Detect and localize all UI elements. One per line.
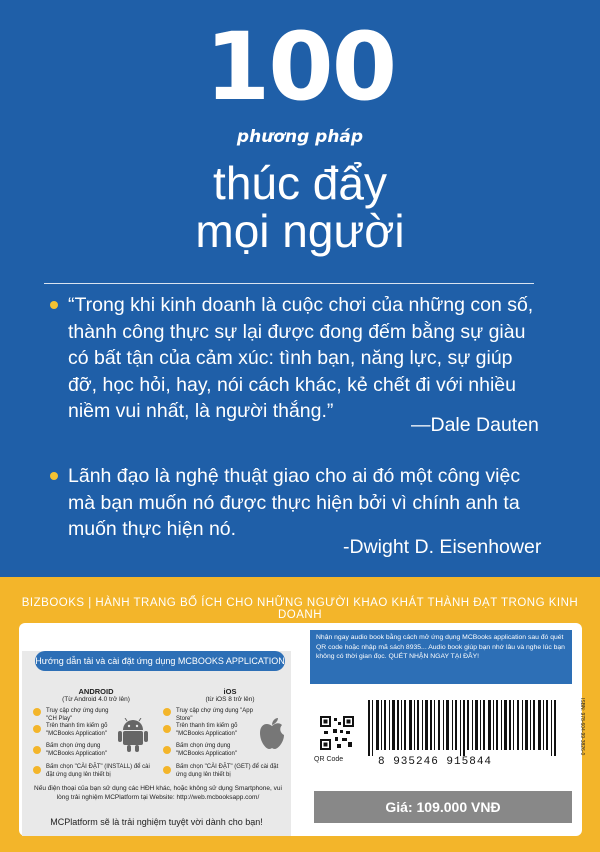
ios-step: Bấm chọn "CÀI ĐẶT" (GET) để cài đặt ứng dụng lên thiết bị (176, 764, 279, 778)
guide-heading: Hướng dẫn tải và cài đặt ứng dụng MCBOOKS APPLICATION (35, 651, 285, 671)
step-number (163, 708, 171, 716)
android-step: Trên thanh tìm kiếm gõ "MCBooks Application" (46, 723, 108, 737)
cover-title-line1: thúc đẩy (213, 157, 387, 209)
barcode-icon (368, 700, 558, 756)
apple-icon (258, 716, 286, 750)
tagline: BIZBOOKS | HÀNH TRANG BỔ ÍCH CHO NHỮNG NGƯỜI KHAO KHÁT THÀNH ĐẠT TRONG KINH DOANH (21, 597, 579, 621)
android-title: ANDROID (78, 687, 114, 696)
mcplatform-note: MCPlatform sẽ là trải nghiệm tuyệt vời dành cho bạn! (50, 817, 263, 827)
divider (44, 283, 534, 284)
promo-box: Nhận ngay audio book bằng cách mở ứng dụng MCBooks application sau đó quét QR code hoặc nhập mã sách 8935... Audio book giúp bạn nhớ lâu và nghe lúc bạn không có thời gian đọc. QUÉT NHẬN NGAY TẠI ĐÂY! (310, 630, 572, 684)
ios-step: Trên thanh tìm kiếm gõ "MCBooks Application" (176, 723, 238, 737)
qr-code-icon (320, 716, 354, 750)
barcode-digits: 8 935246 915844 (378, 756, 493, 768)
step-number (33, 746, 41, 754)
android-subtitle: (Từ Android 4.0 trở lên) (62, 696, 130, 703)
quote-bullet (50, 472, 58, 480)
step-number (163, 766, 171, 774)
isbn-vertical: ISBN: 978-604-99-3826-0 (579, 698, 585, 756)
quote-author: -Dwight D. Eisenhower (343, 536, 542, 558)
cover-number: 100 (204, 13, 396, 122)
step-number (33, 766, 41, 774)
ios-step: Truy cập chợ ứng dụng "App Store" (176, 708, 253, 722)
quote-text: Lãnh đạo là nghệ thuật giao cho ai đó một công việc mà bạn muốn nó được thực hiện bởi vì chính anh ta muốn thực hiện nó. (68, 465, 521, 540)
ios-subtitle: (từ iOS 8 trở lên) (205, 696, 255, 703)
quote-text: “Trong khi kinh doanh là cuộc chơi của những con số, thành công thực sự lại được đong đếm bằng sự giàu có bất tận của cảm xúc: tình bạn, năng lực, sự giúp đỡ, học hỏi, hay, nói cách khác, kẻ chết đi với nhiều niềm vui nhất, là người thắng.” (68, 294, 534, 422)
qr-label: QR Code (314, 756, 344, 763)
quote-author: —Dale Dauten (411, 414, 539, 436)
quote-bullet (50, 301, 58, 309)
step-number (33, 708, 41, 716)
android-icon (118, 718, 148, 754)
price-label: Giá: 109.000 VNĐ (314, 791, 572, 823)
android-step: Bấm chọn ứng dụng "MCBooks Application" (46, 743, 107, 757)
ios-title: iOS (223, 687, 237, 696)
ios-step: Bấm chọn ứng dụng "MCBooks Application" (176, 743, 237, 757)
cover-title-line2: mọi người (195, 205, 405, 257)
step-number (163, 725, 171, 733)
android-step: Truy cập chợ ứng dụng "CH Play" (46, 708, 109, 722)
cover-subtitle: phương pháp (236, 127, 364, 147)
guide-footnote: Nếu điện thoại của bạn sử dụng các HĐH khác, hoặc không sử dụng Smartphone, vui lòng trải nghiệm MCPlatform tại Website: http://web.mcbooksapp.com/ (34, 785, 282, 801)
android-step: Bấm chọn "CÀI ĐẶT" (INSTALL) để cài đặt ứng dụng lên thiết bị (46, 764, 150, 778)
step-number (163, 746, 171, 754)
step-number (33, 725, 41, 733)
